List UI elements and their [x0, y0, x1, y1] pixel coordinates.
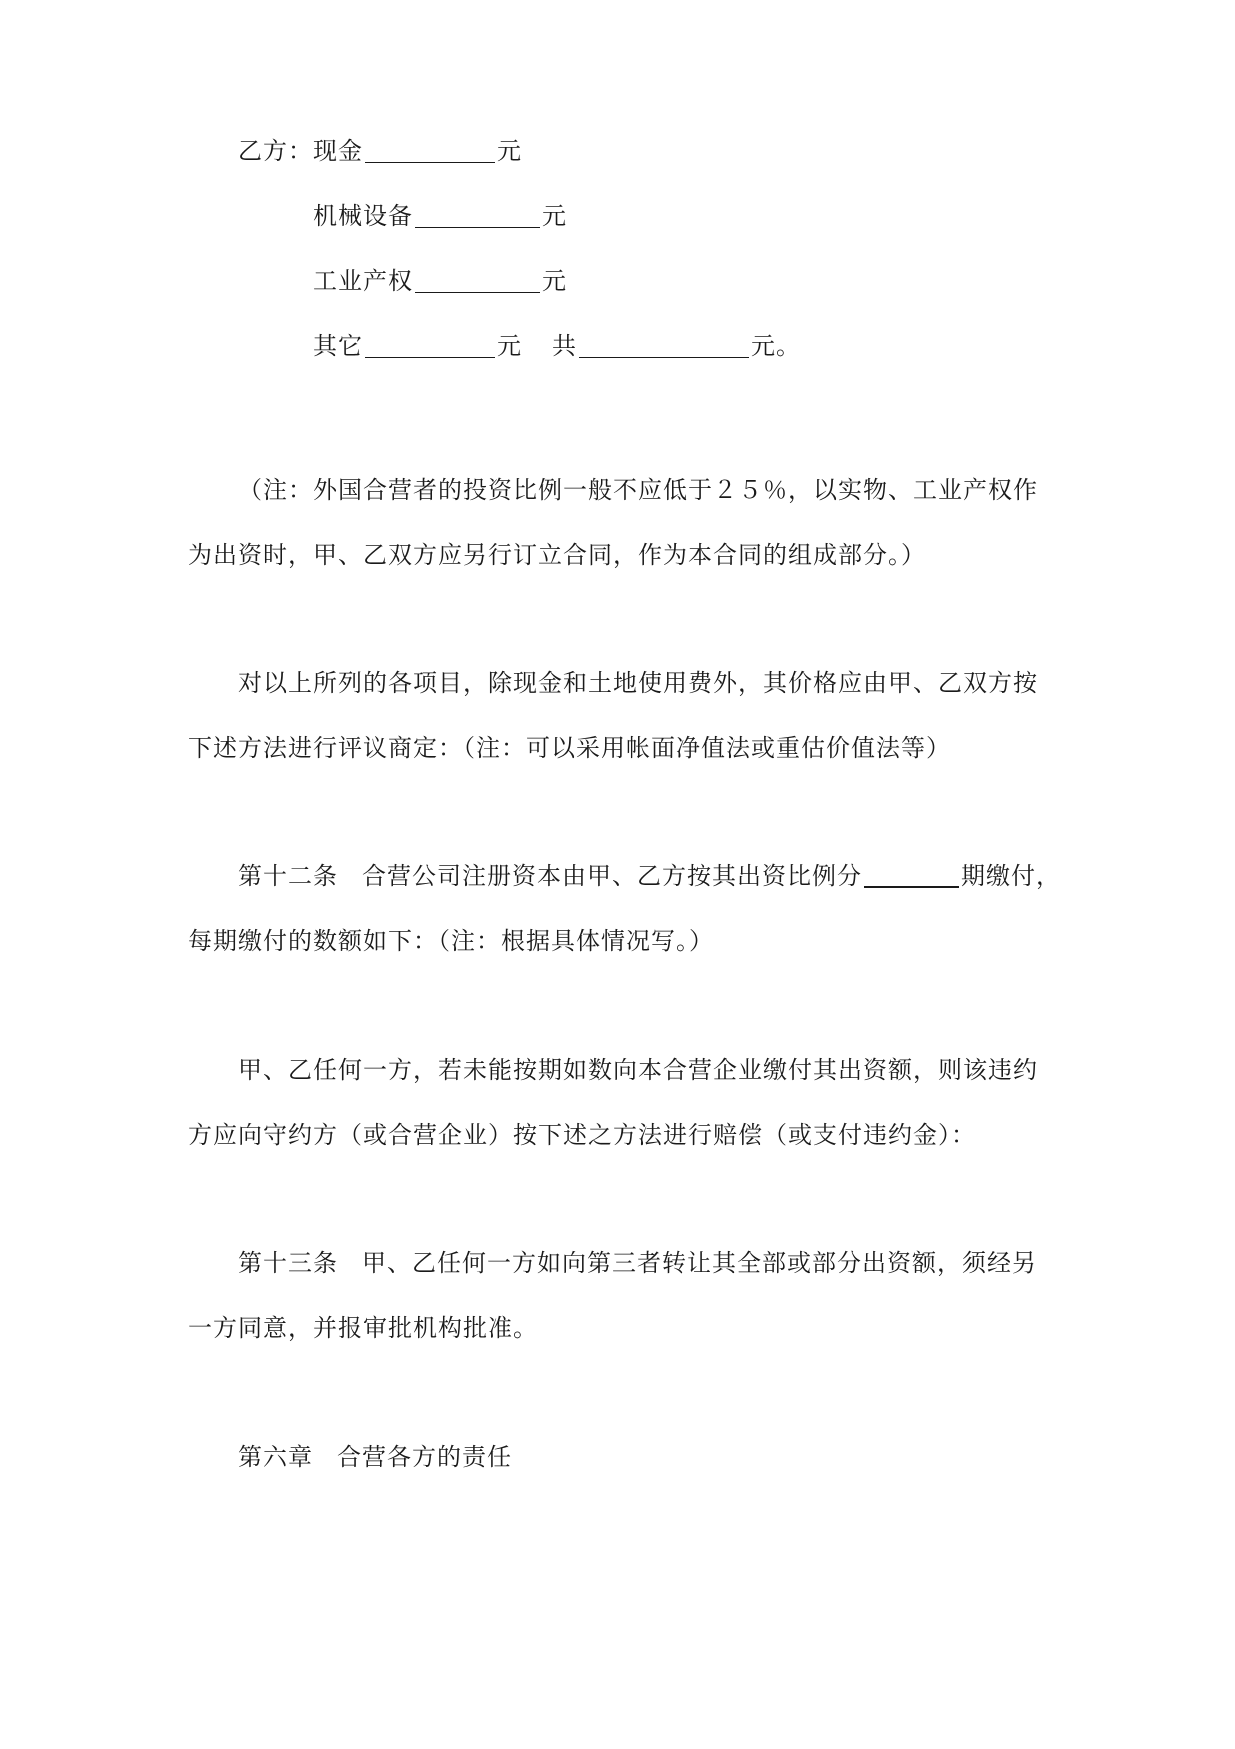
article13-line1 [238, 1246, 1037, 1280]
other-amount-blank [365, 333, 495, 358]
note-ratio-line2: 为出资时，甲、乙双方应另行订立合同，作为本合同的组成部分。） [188, 541, 926, 569]
default-line2: 方应向守约方（或合营企业）按下述之方法进行赔偿（或支付违约金）： [188, 1121, 976, 1149]
chapter6-name: 合营各方的责任 [337, 1443, 512, 1471]
cash-amount-blank [365, 138, 495, 163]
valuation-line1: 对以上所列的各项目，除现金和土地使用费外，其价格应由甲、乙双方按 [238, 669, 1038, 697]
article13-title: 第十三条 [238, 1249, 338, 1277]
article12-text: 合营公司注册资本由甲、乙方按其出资比例分 [362, 862, 862, 890]
machinery-line [313, 199, 567, 233]
other-unit: 元 [497, 332, 522, 360]
ip-line [313, 264, 567, 298]
article12-title: 第十二条 [238, 862, 338, 890]
machinery-label: 机械设备 [313, 202, 413, 230]
cash-unit: 元 [497, 137, 522, 165]
total-amount-blank [579, 333, 749, 358]
other-label: 其它 [313, 332, 363, 360]
total-label: 共 [552, 332, 577, 360]
total-unit: 元。 [751, 332, 801, 360]
party-b-label: 乙方： [238, 137, 313, 165]
machinery-amount-blank [415, 203, 540, 228]
ip-amount-blank [415, 268, 540, 293]
note-ratio-line1: （注：外国合营者的投资比例一般不应低于２５％，以实物、工业产权作 [238, 476, 1038, 504]
article12-line1 [238, 859, 1061, 893]
ip-unit: 元 [542, 267, 567, 295]
chapter6-title: 第六章 [238, 1443, 313, 1471]
article13-text: 甲、乙任何一方如向第三者转让其全部或部分出资额，须经另 [362, 1249, 1037, 1277]
other-line [313, 329, 801, 363]
article13-line2: 一方同意，并报审批机构批准。 [188, 1314, 538, 1342]
installments-blank [864, 862, 959, 888]
valuation-line2: 下述方法进行评议商定：（注：可以采用帐面净值法或重估价值法等） [188, 734, 951, 762]
ip-label: 工业产权 [313, 267, 413, 295]
cash-label: 现金 [313, 137, 363, 165]
default-line1: 甲、乙任何一方，若未能按期如数向本合营企业缴付其出资额，则该违约 [238, 1056, 1038, 1084]
article12-line2: 每期缴付的数额如下：（注：根据具体情况写。） [188, 927, 714, 955]
party-b-cash-line [238, 134, 522, 168]
machinery-unit: 元 [542, 202, 567, 230]
chapter6-heading [238, 1440, 512, 1474]
article12-text-post: 期缴付， [961, 862, 1061, 890]
